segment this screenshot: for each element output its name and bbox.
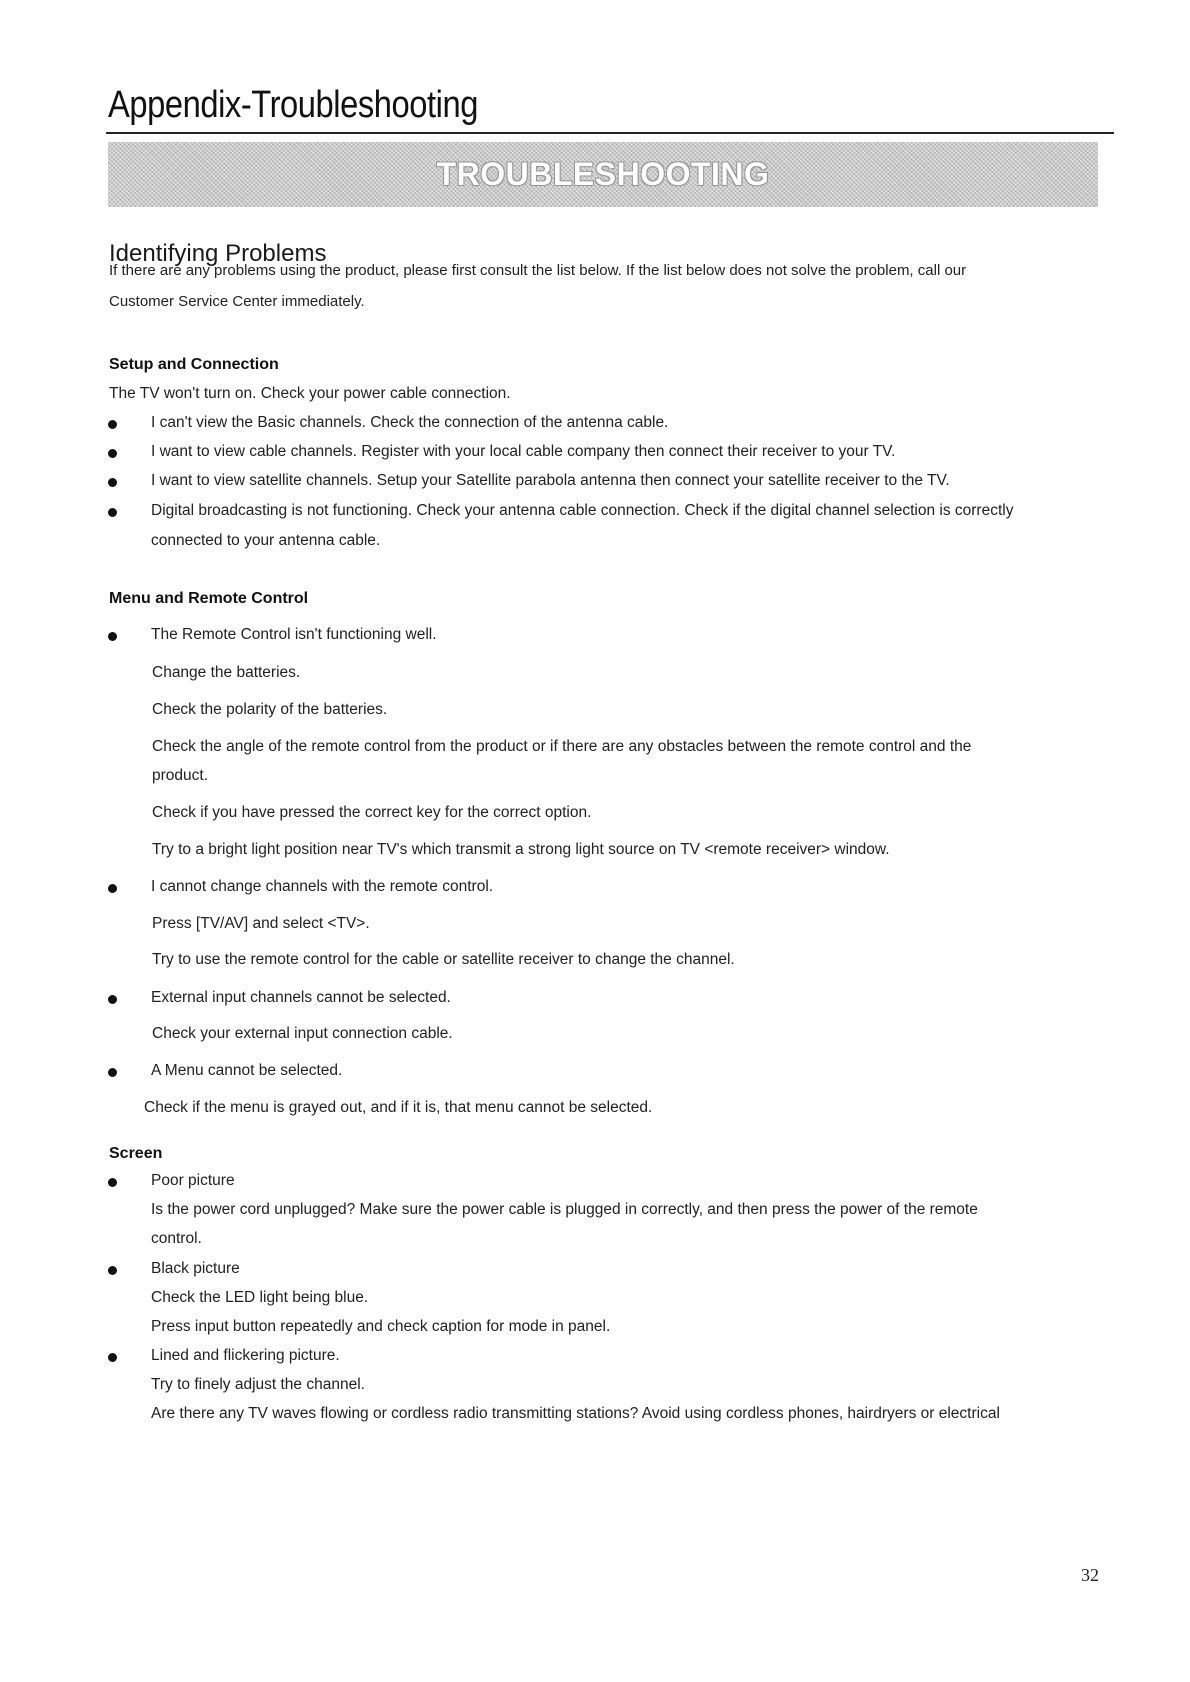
poor-step-1-line-2: control. [151,1230,202,1247]
black-step-2: Press input button repeatedly and check caption for mode in panel. [151,1318,611,1335]
menu-heading: Menu and Remote Control [109,590,309,607]
setup-lead: The TV won't turn on. Check your power cable connection. [109,385,511,402]
screen-heading: Screen [109,1145,163,1162]
bullet-icon [108,420,117,429]
menu-title: A Menu cannot be selected. [151,1062,343,1079]
page-title: Appendix-Troubleshooting [108,84,478,126]
banner-title: TROUBLESHOOTING [436,156,770,192]
remote-step-2: Check the polarity of the batteries. [152,701,388,718]
bullet-icon [108,632,117,641]
poor-title: Poor picture [151,1172,235,1189]
bullet-icon [108,1266,117,1275]
lined-title: Lined and flickering picture. [151,1347,340,1364]
bullet-icon [108,449,117,458]
channels-step-2: Try to use the remote control for the cable or satellite receiver to change the channel. [152,951,735,968]
channels-title: I cannot change channels with the remote control. [151,878,494,895]
bullet-icon [108,995,117,1004]
black-title: Black picture [151,1260,240,1277]
remote-step-3-line-2: product. [152,767,209,784]
setup-item-3: I want to view satellite channels. Setup your Satellite parabola antenna then connect your satellite receiver to the TV. [151,472,950,489]
bullet-icon [108,1353,117,1362]
lined-step-2: Are there any TV waves flowing or cordless radio transmitting stations? Avoid using cordless phones, hairdryers or electrical [151,1405,1000,1422]
setup-item-1: I can't view the Basic channels. Check the connection of the antenna cable. [151,414,669,431]
remote-step-4: Check if you have pressed the correct key for the correct option. [152,804,592,821]
bullet-icon [108,884,117,893]
bullet-icon [108,478,117,487]
setup-item-4-line-1: Digital broadcasting is not functioning. Check your antenna cable connection. Check if the digital channel selection is correctly [151,502,1014,519]
title-rule [106,132,1114,134]
remote-step-3-line-1: Check the angle of the remote control from the product or if there are any obstacles between the remote control and the [152,738,972,755]
section-heading: Identifying Problems [109,240,327,267]
remote-step-5: Try to a bright light position near TV's which transmit a strong light source on TV <remote receiver> window. [152,841,890,858]
bullet-icon [108,508,117,517]
section-banner [108,142,1098,207]
poor-step-1-line-1: Is the power cord unplugged? Make sure the power cable is plugged in correctly, and then press the power of the remote [151,1201,978,1218]
remote-step-1: Change the batteries. [152,664,301,681]
external-title: External input channels cannot be selected. [151,989,451,1006]
lined-step-1: Try to finely adjust the channel. [151,1376,365,1393]
bullet-icon [108,1068,117,1077]
setup-item-4-line-2: connected to your antenna cable. [151,532,381,549]
menu-step-1: Check if the menu is grayed out, and if it is, that menu cannot be selected. [144,1099,653,1116]
bullet-icon [108,1178,117,1187]
channels-step-1: Press [TV/AV] and select <TV>. [152,915,370,932]
setup-item-2: I want to view cable channels. Register with your local cable company then connect their receiver to your TV. [151,443,896,460]
remote-title: The Remote Control isn't functioning well. [151,626,437,643]
page-number: 32 [1081,1565,1099,1585]
intro-line-2: Customer Service Center immediately. [109,293,365,310]
setup-heading: Setup and Connection [109,356,279,373]
intro-line-1: If there are any problems using the product, please first consult the list below. If the list below does not solve the problem, call our [109,262,967,279]
external-step-1: Check your external input connection cable. [152,1025,453,1042]
black-step-1: Check the LED light being blue. [151,1289,369,1306]
